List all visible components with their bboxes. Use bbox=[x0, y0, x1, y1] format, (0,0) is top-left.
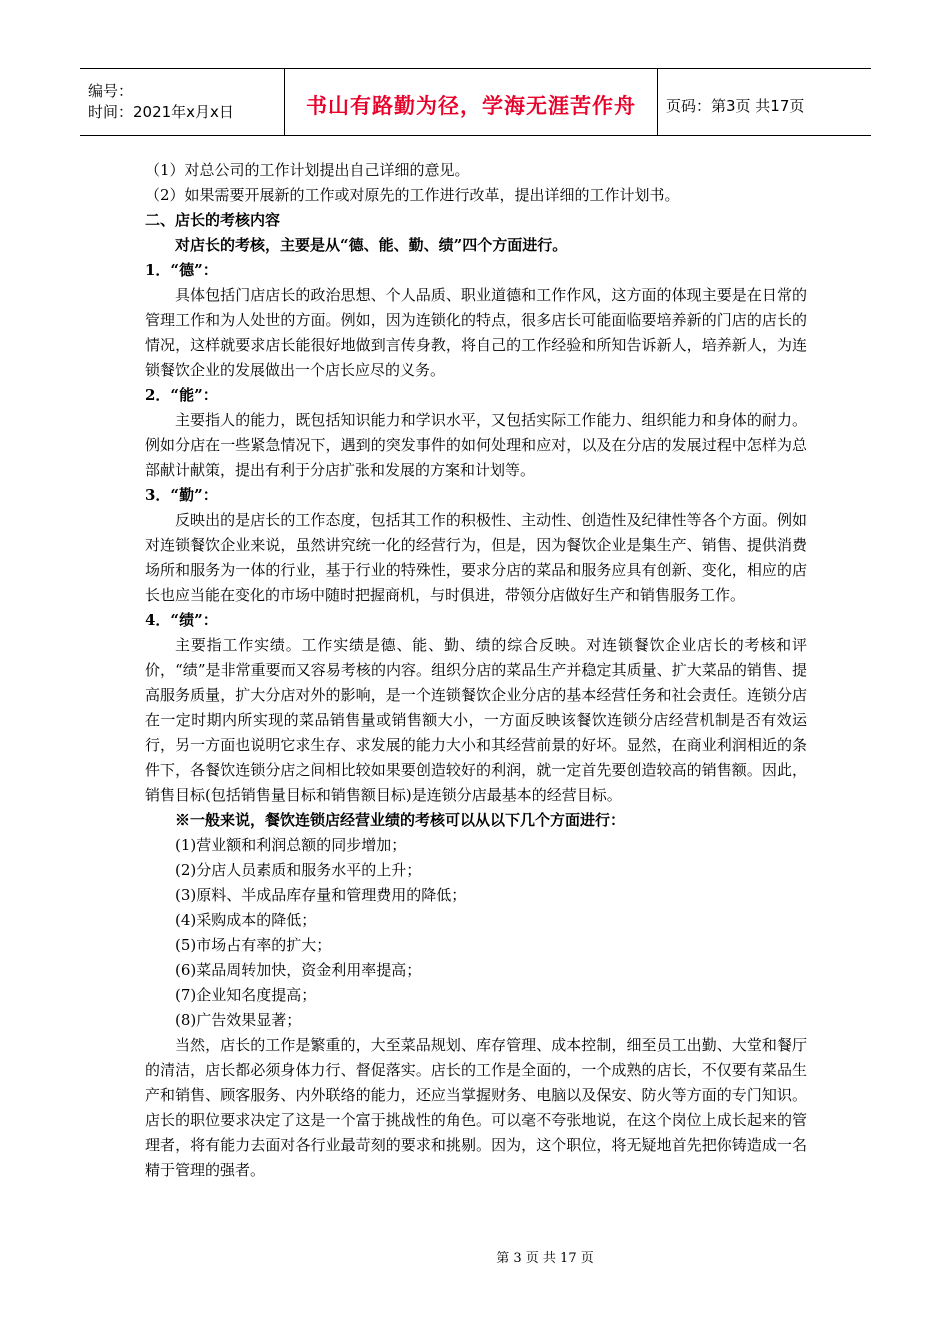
subheading-de: 1．“德”： bbox=[145, 261, 218, 279]
list-item: (8)广告效果显著； bbox=[175, 1011, 302, 1029]
header-page-info: 页码：第3页 共17页 bbox=[666, 96, 805, 115]
page-footer bbox=[0, 1247, 950, 1266]
paragraph-de: 具体包括门店店长的政治思想、个人品质、职业道德和工作作风，这方面的体现主要是在日常的管理工作和为人处世的方面。例如，因为连锁化的特点，很多店长可能面临要培养新的门店的店长的情况，这样就要求店长能很好地做到言传身教，将自己的工作经验和所知告诉新人，培养新人，为连锁餐饮企业的发展做出一个店长应尽的义务。 bbox=[145, 286, 807, 379]
subheading-neng: 2．“能”： bbox=[145, 386, 218, 404]
list-item: (3)原料、半成品库存量和管理费用的降低； bbox=[175, 886, 467, 904]
paragraph-neng: 主要指人的能力，既包括知识能力和学识水平，又包括实际工作能力、组织能力和身体的耐力。例如分店在一些紧急情况下，遇到的突发事件的如何处理和应对，以及在分店的发展过程中怎样为总部献计献策，提出有利于分店扩张和发展的方案和计划等。 bbox=[145, 411, 807, 479]
list-item: (6)菜品周转加快，资金利用率提高； bbox=[175, 961, 422, 979]
page-header bbox=[80, 68, 871, 136]
header-motto-cell bbox=[285, 69, 658, 135]
subheading-ji: 4．“绩”： bbox=[145, 611, 218, 629]
list-item: (7)企业知名度提高； bbox=[175, 986, 317, 1004]
paragraph-qin: 反映出的是店长的工作态度，包括其工作的积极性、主动性、创造性及纪律性等各个方面。例如对连锁餐饮企业来说，虽然讲究统一化的经营行为，但是，因为餐饮企业是集生产、销售、提供消费场所和服务为一体的行业，基于行业的特殊性，要求分店的菜品和服务应具有创新、变化，相应的店长也应当能在变化的市场中随时把握商机，与时俱进，带领分店做好生产和销售服务工作。 bbox=[145, 511, 807, 604]
list-item: (1)营业额和利润总额的同步增加； bbox=[175, 836, 407, 854]
section-intro: 对店长的考核，主要是从“德、能、勤、绩”四个方面进行。 bbox=[175, 236, 568, 254]
document-number-label: 编号： bbox=[88, 82, 134, 100]
list-item: （1）对总公司的工作计划提出自己详细的意见。 bbox=[145, 161, 470, 179]
document-body bbox=[145, 158, 807, 1183]
subheading-qin: 3．“勤”： bbox=[145, 486, 218, 504]
paragraph-conclusion: 当然，店长的工作是繁重的，大至菜品规划、库存管理、成本控制，细至员工出勤、大堂和餐厅的清洁，店长都必须身体力行、督促落实。店长的工作是全面的，一个成熟的店长，不仅要有菜品生产和销售、顾客服务、内外联络的能力，还应当掌握财务、电脑以及保安、防火等方面的专门知识。店长的职位要求决定了这是一个富于挑战性的角色。可以毫不夸张地说，在这个岗位上成长起来的管理者，将有能力去面对各行业最苛刻的要求和挑剔。因为，这个职位，将无疑地首先把你铸造成一名精于管理的强者。 bbox=[145, 1036, 807, 1179]
list-item: (5)市场占有率的扩大； bbox=[175, 936, 332, 954]
document-date: 时间：2021年x月x日 bbox=[88, 103, 234, 121]
footer-page-number: 第 3 页 共 17 页 bbox=[496, 1251, 594, 1266]
list-item: （2）如果需要开展新的工作或对原先的工作进行改革，提出详细的工作计划书。 bbox=[145, 186, 680, 204]
header-meta bbox=[80, 69, 285, 135]
list-item: (2)分店人员素质和服务水平的上升； bbox=[175, 861, 422, 879]
list-item: (4)采购成本的降低； bbox=[175, 911, 317, 929]
section-heading: 二、店长的考核内容 bbox=[145, 211, 281, 229]
header-motto: 书山有路勤为径，学海无涯苦作舟 bbox=[306, 94, 636, 118]
note-heading: ※一般来说，餐饮连锁店经营业绩的考核可以从以下几个方面进行： bbox=[175, 811, 626, 829]
header-page-info-cell bbox=[658, 69, 871, 135]
paragraph-ji: 主要指工作实绩。工作实绩是德、能、勤、绩的综合反映。对连锁餐饮企业店长的考核和评价，“绩”是非常重要而又容易考核的内容。组织分店的菜品生产并稳定其质量、扩大菜品的销售、提高服务质量，扩大分店对外的影响，是一个连锁餐饮企业分店的基本经营任务和社会责任。连锁分店在一定时期内所实现的菜品销售量或销售额大小，一方面反映该餐饮连锁分店经营机制是否有效运行，另一方面也说明它求生存、求发展的能力大小和其经营前景的好坏。显然，在商业利润相近的条件下，各餐饮连锁分店之间相比较如果要创造较好的利润，就一定首先要创造较高的销售额。因此，销售目标(包括销售量目标和销售额目标)是连锁分店最基本的经营目标。 bbox=[145, 636, 807, 804]
